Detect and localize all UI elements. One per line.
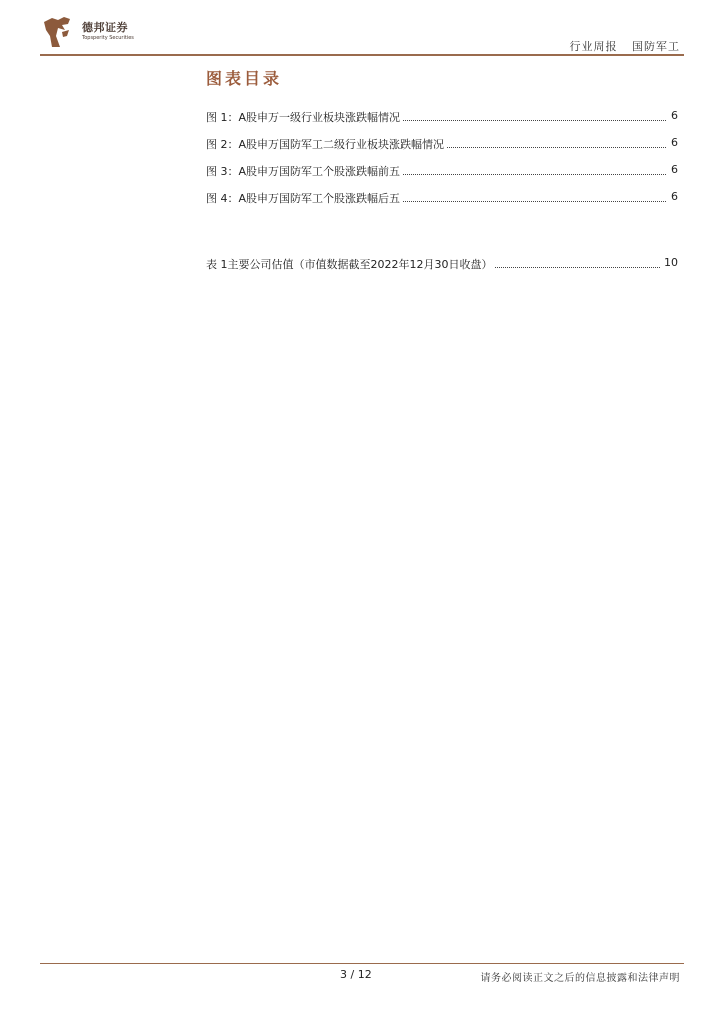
figure-list [206, 109, 678, 209]
toc-entry-page: 6 [671, 190, 678, 203]
toc-entry-table-1[interactable] [206, 256, 678, 272]
logo-text-cn: 德邦证券 [82, 21, 128, 34]
header-tags [570, 38, 681, 54]
page-title: 图表目录 [206, 69, 283, 88]
toc-entry-label: 图 3：A股申万国防军工个股涨跌幅前五 [206, 165, 401, 178]
toc-entry-page: 6 [671, 163, 678, 176]
logo-text-en: Topsperity Securities [82, 35, 134, 41]
toc-entry-figure-1[interactable] [206, 109, 678, 125]
logo-emblem-icon [42, 16, 72, 49]
toc-entry-page: 6 [671, 136, 678, 149]
page-number: 3 / 12 [340, 968, 372, 981]
toc-entry-page: 10 [664, 256, 678, 269]
company-logo [42, 16, 132, 50]
footer-divider [40, 963, 684, 964]
footer-disclaimer: 请务必阅读正文之后的信息披露和法律声明 [480, 973, 680, 984]
toc-entry-figure-2[interactable] [206, 136, 678, 152]
toc-entry-figure-4[interactable] [206, 190, 678, 206]
toc-entry-figure-3[interactable] [206, 163, 678, 179]
toc-entry-page: 6 [671, 109, 678, 122]
toc-entry-label: 图 1：A股申万一级行业板块涨跌幅情况 [206, 111, 401, 124]
toc-entry-label: 图 2：A股申万国防军工二级行业板块涨跌幅情况 [206, 138, 445, 151]
report-type-label: 行业周报 [569, 40, 618, 53]
sector-label: 国防军工 [632, 40, 680, 53]
toc-entry-label: 图 4：A股申万国防军工个股涨跌幅后五 [206, 192, 401, 205]
table-list [206, 256, 678, 276]
toc-entry-label: 表 1主要公司估值（市值数据截至2022年12月30日收盘） [206, 258, 493, 271]
header-divider [40, 54, 684, 56]
